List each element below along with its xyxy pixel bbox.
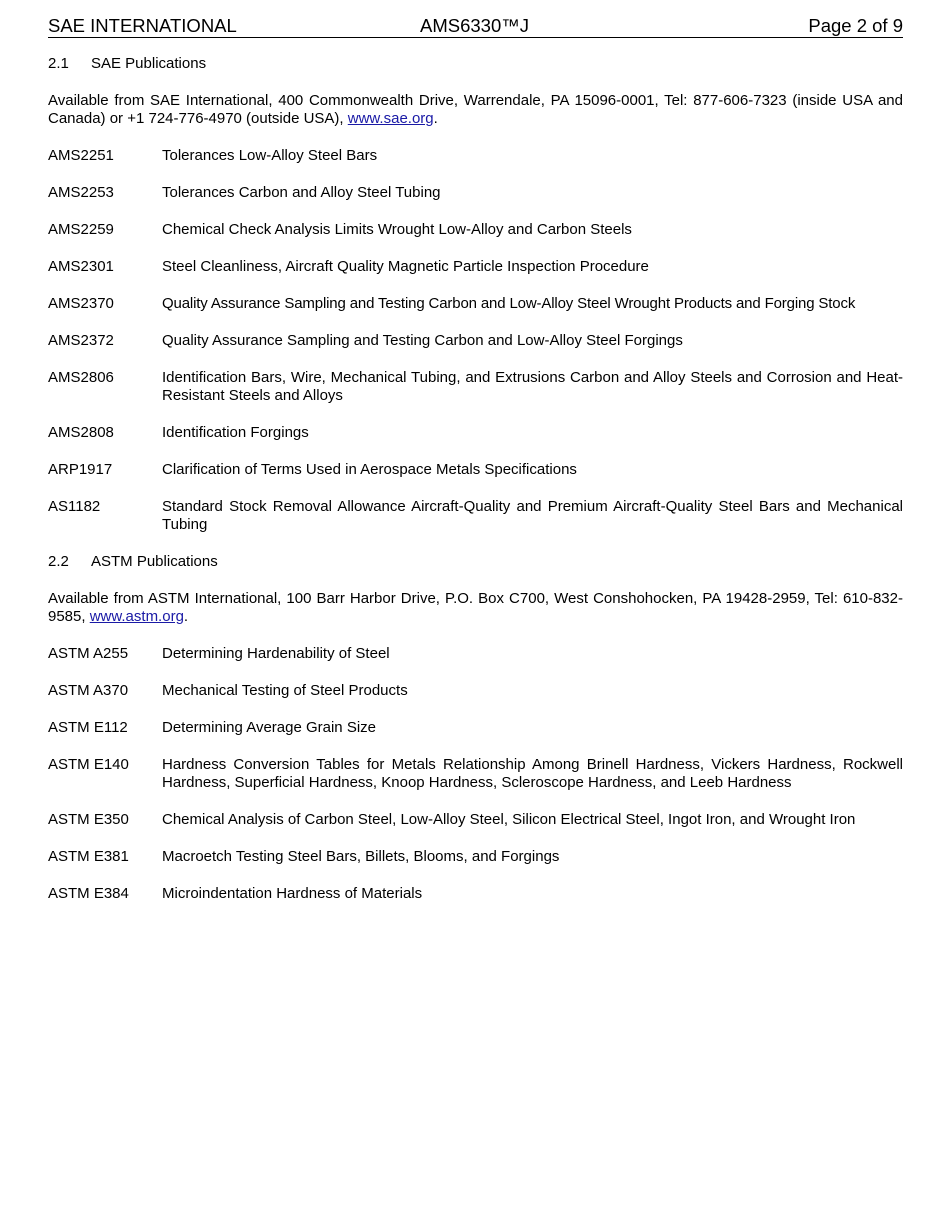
reference-code: ASTM A255 xyxy=(48,645,129,662)
reference-item xyxy=(48,461,903,479)
reference-item xyxy=(48,221,903,239)
reference-item xyxy=(48,258,903,276)
reference-title: Tolerances Low-Alloy Steel Bars xyxy=(162,147,378,164)
section-heading-astm xyxy=(48,553,903,571)
reference-title: Chemical Analysis of Carbon Steel, Low-Alloy Steel, Silicon Electrical Steel, Ingot Iron, and Wrought Iron xyxy=(162,811,856,828)
section-number: 2.1 xyxy=(48,55,69,72)
reference-title: Identification Forgings xyxy=(162,424,309,441)
reference-title: Chemical Check Analysis Limits Wrought Low-Alloy and Carbon Steels xyxy=(162,221,632,238)
reference-item xyxy=(48,147,903,165)
header-organization: SAE INTERNATIONAL xyxy=(48,15,237,36)
reference-item xyxy=(48,848,903,866)
availability-text: Available from ASTM International, 100 Barr Harbor Drive, P.O. Box C700, West Conshohocken, PA 19428-2959, Tel: 610-832-9585, xyxy=(48,590,903,625)
reference-code: AMS2251 xyxy=(48,147,114,164)
reference-title: Determining Hardenability of Steel xyxy=(162,645,390,662)
reference-title: Standard Stock Removal Allowance Aircraft-Quality and Premium Aircraft-Quality Steel Bars and Mechanical Tubing xyxy=(162,498,903,533)
reference-item xyxy=(48,645,903,663)
reference-code: AMS2806 xyxy=(48,369,114,386)
reference-item xyxy=(48,332,903,350)
reference-code: ASTM E381 xyxy=(48,848,129,865)
availability-text: Available from SAE International, 400 Commonwealth Drive, Warrendale, PA 15096-0001, Tel: 877-606-7323 (inside USA and Canada) or +1 724-776-4970 (outside USA), xyxy=(48,92,903,127)
astm-availability-paragraph: Available from ASTM International, 100 Barr Harbor Drive, P.O. Box C700, West Conshohocken, PA 19428-2959, Tel: 610-832-9585, www.astm.org. xyxy=(48,590,903,625)
reference-code: ASTM E112 xyxy=(48,719,128,736)
reference-title: Steel Cleanliness, Aircraft Quality Magnetic Particle Inspection Procedure xyxy=(162,258,649,275)
reference-item xyxy=(48,811,903,829)
reference-title: Tolerances Carbon and Alloy Steel Tubing xyxy=(162,184,441,201)
sae-website-link[interactable]: www.sae.org xyxy=(347,110,434,127)
reference-code: ARP1917 xyxy=(48,461,113,478)
reference-item xyxy=(48,719,903,737)
header-page-number: Page 2 of 9 xyxy=(808,15,903,36)
reference-code: AMS2253 xyxy=(48,184,114,201)
section-title: SAE Publications xyxy=(91,55,207,72)
reference-code: AMS2259 xyxy=(48,221,114,238)
reference-title: Quality Assurance Sampling and Testing Carbon and Low-Alloy Steel Forgings xyxy=(162,332,683,349)
reference-item xyxy=(48,756,903,792)
reference-code: ASTM E350 xyxy=(48,811,129,828)
reference-title: Macroetch Testing Steel Bars, Billets, Blooms, and Forgings xyxy=(162,848,560,865)
reference-item xyxy=(48,184,903,202)
sae-reference-list xyxy=(48,147,903,534)
page-header xyxy=(48,15,903,38)
header-document-id: AMS6330™J xyxy=(420,15,529,36)
reference-code: AMS2808 xyxy=(48,424,114,441)
reference-code: AS1182 xyxy=(48,498,101,515)
reference-item xyxy=(48,885,903,903)
reference-code: AMS2372 xyxy=(48,332,114,349)
section-heading-sae xyxy=(48,55,903,73)
reference-title: Mechanical Testing of Steel Products xyxy=(162,682,408,699)
reference-item xyxy=(48,424,903,442)
reference-title: Clarification of Terms Used in Aerospace Metals Specifications xyxy=(162,461,577,478)
section-title: ASTM Publications xyxy=(91,553,218,570)
reference-title: Hardness Conversion Tables for Metals Relationship Among Brinell Hardness, Vickers Hardness, Rockwell Hardness, Superficial Hardness, Knoop Hardness, Scleroscope Hardness, and Leeb Hardness xyxy=(162,756,903,791)
sae-availability-paragraph: Available from SAE International, 400 Commonwealth Drive, Warrendale, PA 15096-0001, Tel: 877-606-7323 (inside USA and Canada) or +1 724-776-4970 (outside USA), www.sae.org. xyxy=(48,92,903,127)
reference-title: Microindentation Hardness of Materials xyxy=(162,885,423,902)
reference-item xyxy=(48,682,903,700)
astm-website-link[interactable]: www.astm.org xyxy=(89,608,184,625)
page-content xyxy=(48,55,903,903)
section-number: 2.2 xyxy=(48,553,69,570)
reference-title: Quality Assurance Sampling and Testing Carbon and Low-Alloy Steel Wrought Products and Forging Stock xyxy=(162,295,856,312)
reference-item xyxy=(48,369,903,405)
reference-item xyxy=(48,498,903,534)
reference-code: ASTM E384 xyxy=(48,885,129,902)
reference-title: Determining Average Grain Size xyxy=(162,719,376,736)
reference-code: AMS2370 xyxy=(48,295,114,312)
reference-code: AMS2301 xyxy=(48,258,114,275)
reference-code: ASTM E140 xyxy=(48,756,129,773)
reference-item xyxy=(48,295,903,313)
astm-reference-list xyxy=(48,645,903,903)
reference-code: ASTM A370 xyxy=(48,682,129,699)
reference-title: Identification Bars, Wire, Mechanical Tubing, and Extrusions Carbon and Alloy Steels and Corrosion and Heat-Resistant Steels and Alloys xyxy=(162,369,903,404)
